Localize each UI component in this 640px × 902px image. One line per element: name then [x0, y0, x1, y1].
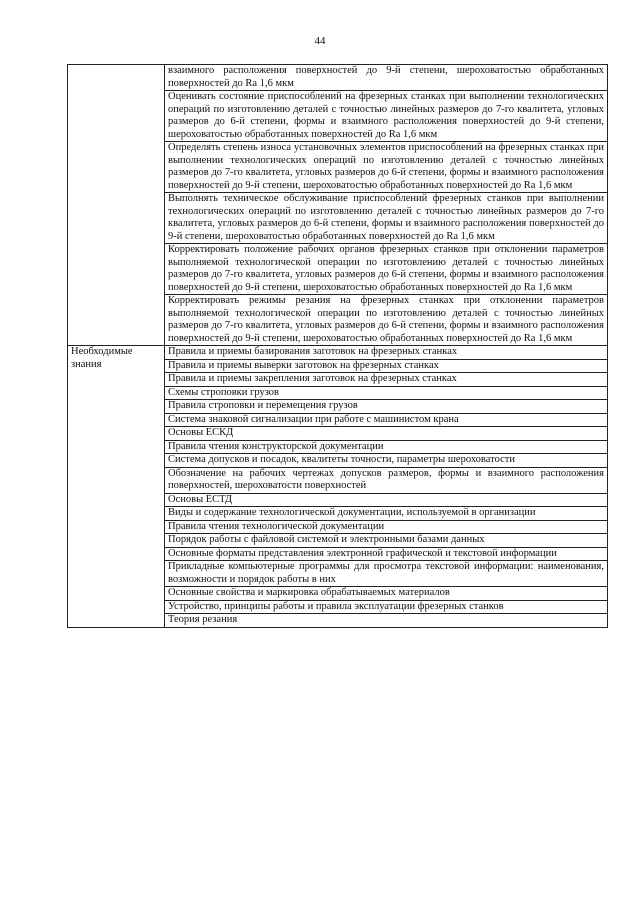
skill-text: Выполнять техническое обслуживание приспособлений фрезерных станков при выполнении технологических операций по изготовлению деталей с точностью линейных размеров до 7-го квалитета, угловых размеров до 6-й степени, формы и взаимного расположения поверхностей до 9-й степени, шероховатостью обработанных поверхностей до Ra 1,6 мкм: [165, 193, 608, 244]
knowledge-text: Правила и приемы базирования заготовок на фрезерных станках: [165, 346, 608, 360]
skill-text: Определять степень износа установочных элементов приспособлений на фрезерных станках при выполнении технологических операций по изготовлению деталей с точностью линейных размеров до 7-го квалитета, угловых размеров до 6-й степени, формы и взаимного расположения поверхностей до 9-й степени, шероховатостью обработанных поверхностей до Ra 1,6 мкм: [165, 142, 608, 193]
knowledge-text: Система знаковой сигнализации при работе с машинистом крана: [165, 413, 608, 427]
knowledge-text: Основные форматы представления электронной графической и текстовой информации: [165, 547, 608, 561]
knowledge-text: Теория резания: [165, 614, 608, 628]
skill-label: [68, 65, 165, 346]
skill-text: взаимного расположения поверхностей до 9-й степени, шероховатостью обработанных поверхностей до Ra 1,6 мкм: [165, 65, 608, 91]
skill-text: Корректировать режимы резания на фрезерных станках при отклонении параметров выполняемой технологической операции по изготовлению деталей с точностью линейных размеров до 7-го квалитета, угловых размеров до 6-й степени, формы и взаимного расположения поверхностей до 9-й степени, шероховатостью обработанных поверхностей до Ra 1,6 мкм: [165, 295, 608, 346]
knowledge-label: Необходимые знания: [68, 346, 165, 628]
knowledge-text: Схемы строповки грузов: [165, 386, 608, 400]
knowledge-text: Основные свойства и маркировка обрабатываемых материалов: [165, 587, 608, 601]
knowledge-text: Правила и приемы закрепления заготовок на фрезерных станках: [165, 373, 608, 387]
skill-row: [68, 65, 608, 91]
knowledge-text: Правила строповки и перемещения грузов: [165, 400, 608, 414]
knowledge-text: Порядок работы с файловой системой и электронными базами данных: [165, 534, 608, 548]
knowledge-text: Виды и содержание технологической документации, используемой в организации: [165, 507, 608, 521]
knowledge-text: Правила чтения технологической документации: [165, 520, 608, 534]
knowledge-text: Правила и приемы выверки заготовок на фрезерных станках: [165, 359, 608, 373]
knowledge-row: [68, 346, 608, 360]
skill-text: Оценивать состояние приспособлений на фрезерных станках при выполнении технологических операций по изготовлению деталей с точностью линейных размеров до 7-го квалитета, угловых размеров до 6-й степени, формы и взаимного расположения поверхностей до 9-й степени, шероховатостью обработанных поверхностей до Ra 1,6 мкм: [165, 91, 608, 142]
knowledge-text: Основы ЕСТД: [165, 493, 608, 507]
knowledge-text: Устройство, принципы работы и правила эксплуатации фрезерных станков: [165, 600, 608, 614]
knowledge-text: Прикладные компьютерные программы для просмотра текстовой информации: наименования, возможности и порядок работы в них: [165, 561, 608, 587]
knowledge-text: Система допусков и посадок, квалитеты точности, параметры шероховатости: [165, 454, 608, 468]
knowledge-text: Основы ЕСКД: [165, 427, 608, 441]
knowledge-text: Обозначение на рабочих чертежах допусков размеров, формы и взаимного расположения поверхностей, шероховатости поверхностей: [165, 467, 608, 493]
skill-text: Корректировать положение рабочих органов фрезерных станков при отклонении параметров выполняемой технологической операции по изготовлению деталей с точностью линейных размеров до 7-го квалитета, угловых размеров до 6-й степени, формы и взаимного расположения поверхностей до 9-й степени, шероховатостью обработанных поверхностей до Ra 1,6 мкм: [165, 244, 608, 295]
requirements-table: [67, 64, 608, 628]
page-number: 44: [314, 35, 326, 47]
knowledge-text: Правила чтения конструкторской документации: [165, 440, 608, 454]
